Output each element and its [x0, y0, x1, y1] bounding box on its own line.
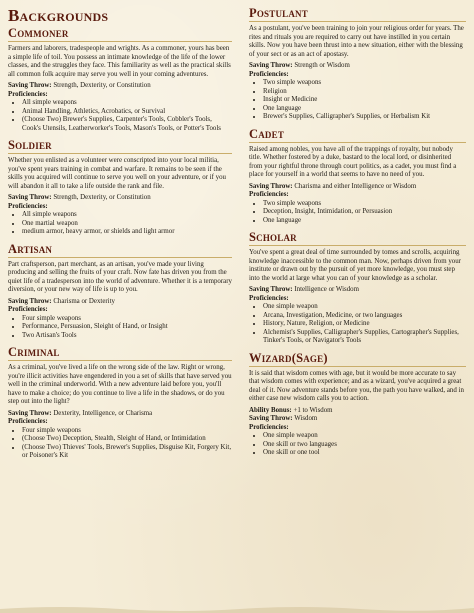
page-title: Backgrounds: [8, 6, 109, 25]
list-item: • One skill or one tool: [263, 449, 466, 458]
section-divider: [249, 142, 466, 143]
saving-throw: [249, 286, 466, 295]
section-title: Artisan: [8, 241, 53, 256]
section-divider: [8, 360, 232, 361]
proficiencies-heading: [8, 306, 232, 315]
saving-throw-label: Saving Throw:: [8, 194, 52, 201]
list-item: • Alchemist's Supplies, Calligrapher's Supplies, Cartographer's Supplies, Tinker's Tools, or Navigator's Tools: [263, 329, 466, 346]
section-description: You've spent a great deal of time surrounded by tomes and scrolls, acquiring knowledge inaccessible to the common man. Now, perhaps driven from your institute or drawn out by the pursuit of yet more knowledge, you must step into the world at large what you can of your knowledge as a scholar.: [249, 249, 461, 282]
proficiencies-heading: [249, 295, 466, 304]
ability-bonus-value: +1 to Wisdom: [293, 406, 333, 414]
list-item: • Two Artisan's Tools: [22, 332, 232, 341]
list-item: • One simple weapon: [263, 303, 466, 312]
list-item: • One language: [263, 217, 466, 226]
proficiencies-list: [8, 427, 232, 461]
saving-throw-label: Saving Throw:: [249, 182, 293, 190]
ability-bonus: [249, 407, 466, 416]
background-wizard-sage: [249, 351, 466, 458]
section-description: Part craftsperson, part merchant, as an artisan, you've made your living producing and selling the fruits of your craft. Now fate has driven you from the quiet life of a tradesperson into the world of adventure. Whether it is a temporary diversion, or your new way of life is up to you.: [8, 260, 232, 293]
saving-throw: [8, 194, 232, 203]
ability-bonus-label: Ability Bonus:: [249, 406, 292, 414]
list-item: • Two simple weapons: [263, 79, 466, 88]
section-description: Raised among nobles, you have all of the trappings of royalty, but nobody title. Whether fostered by a duke, bastard to the local lord, or disinherited from your rightful throne through court politics, as a cadet, you must find a place for yourself in a world that seems to have no need of you.: [249, 145, 457, 178]
background-postulant: [249, 6, 466, 122]
section-divider: [249, 21, 466, 22]
saving-throw-value: Charisma and either Intelligence or Wisdom: [294, 182, 417, 190]
section-description: It is said that wisdom comes with age, but it would be more accurate to say that wisdom comes with experience; and as a wizard, you've acquired a great deal of it. Now adventure stands before you, the path you have walked, and in either case new wisdom calls you to action.: [249, 369, 464, 402]
section-divider: [8, 257, 232, 258]
list-item: • Insight or Medicine: [263, 96, 466, 105]
list-item: • medium armor, heavy armor, or shields and light armor: [22, 228, 232, 237]
list-item: • History, Nature, Religion, or Medicine: [263, 320, 466, 329]
saving-throw: [249, 62, 466, 71]
section-description: Farmers and laborers, tradespeople and wrights. As a commoner, yours has been a simple life of toil. You possess an intimate knowledge of the life of the lower classes, and the struggles they face. This familiarity as well as the practical skills all common folk acquire may serve you well in your coming adventures.: [8, 45, 231, 78]
saving-throw-value: Intelligence or Wisdom: [294, 286, 359, 293]
list-item: • Two simple weapons: [263, 200, 466, 209]
background-criminal: [8, 345, 232, 461]
saving-throw: [249, 183, 466, 192]
section-title: Criminal: [8, 345, 60, 359]
saving-throw-label: Saving Throw:: [8, 82, 52, 89]
background-soldier: [8, 138, 232, 237]
section-divider: [249, 366, 466, 367]
list-item: • Arcana, Investigation, Medicine, or two languages: [263, 312, 466, 321]
section-title: Cadet: [249, 126, 285, 141]
list-item: • One language: [263, 105, 466, 114]
saving-throw: [8, 298, 232, 307]
proficiencies-heading: [8, 91, 232, 100]
page-footer-ornament: [0, 603, 474, 613]
list-item: • Brewer's Supplies, Calligrapher's Supplies, or Herbalism Kit: [263, 113, 466, 122]
saving-throw-label: Saving Throw:: [8, 297, 52, 305]
list-item: • All simple weapons: [22, 99, 232, 108]
section-description: Whether you enlisted as a volunteer were conscripted into your local militia, you've spent years training in combat and warfare. It remains to be seen if the skills you acquired will continue to serve you well on your adventure, or if you will abandon it all to take a life outside the rank and file.: [8, 157, 226, 190]
proficiencies-list: [249, 432, 466, 458]
section-description: As a postulant, you've been training to join your religious order for years. The rites and rituals you are required to carry out have instilled in you certain skills. Now you have been thrust into a new situation, either with the blessing of your sect or as an act of apostasy.: [249, 25, 464, 58]
section-divider: [8, 41, 232, 42]
list-item: • Four simple weapons: [22, 315, 232, 324]
saving-throw-label: Saving Throw:: [249, 415, 293, 422]
list-item: • (Choose Two) Thieves' Tools, Brewer's Supplies, Disguise Kit, Forgery Kit, or Poisoner's Kit: [22, 444, 232, 461]
list-item: • Four simple weapons: [22, 427, 232, 436]
list-item: • One skill or two languages: [263, 441, 466, 450]
proficiencies-list: [8, 315, 232, 341]
section-divider: [249, 245, 466, 246]
section-title: Soldier: [8, 138, 52, 152]
proficiencies-label: Proficiencies:: [8, 306, 48, 313]
background-cadet: [249, 127, 466, 226]
section-title: Commoner: [8, 26, 69, 40]
proficiencies-list: [249, 200, 466, 226]
proficiencies-heading: [249, 71, 466, 80]
proficiencies-label: Proficiencies:: [249, 70, 289, 78]
saving-throw-value: Strength, Dexterity, or Constitution: [53, 82, 151, 89]
proficiencies-label: Proficiencies:: [8, 90, 48, 98]
proficiencies-list: [8, 211, 232, 237]
background-commoner: [8, 26, 232, 133]
proficiencies-list: [249, 79, 466, 122]
list-item: • Deception, Insight, Intimidation, or Persuasion: [263, 208, 466, 217]
saving-throw: [8, 410, 232, 419]
saving-throw-label: Saving Throw:: [249, 62, 293, 69]
list-item: • One simple weapon: [263, 432, 466, 441]
proficiencies-heading: [8, 203, 232, 212]
proficiencies-heading: [249, 191, 466, 200]
background-artisan: [8, 242, 232, 341]
proficiencies-label: Proficiencies:: [249, 294, 289, 302]
background-scholar: [249, 230, 466, 346]
saving-throw: [8, 82, 232, 91]
section-divider: [8, 153, 232, 154]
list-item: • (Choose Two) Deception, Stealth, Sleight of Hand, or Intimidation: [22, 435, 232, 444]
proficiencies-list: [8, 99, 232, 133]
saving-throw-value: Wisdom: [294, 415, 318, 422]
list-item: • All simple weapons: [22, 211, 232, 220]
list-item: • Animal Handling, Athletics, Acrobatics, or Survival: [22, 108, 232, 117]
saving-throw-value: Charisma or Dexterity: [53, 297, 115, 305]
list-item: • Religion: [263, 88, 466, 97]
list-item: • (Choose Two) Brewer's Supplies, Carpenter's Tools, Cobbler's Tools, Cook's Utensils, Leatherworker's Tools, Mason's Tools, or Potter's Tools: [22, 116, 232, 133]
list-item: • Performance, Persuasion, Sleight of Hand, or Insight: [22, 323, 232, 332]
section-title: Scholar: [249, 230, 297, 244]
proficiencies-list: [249, 303, 466, 346]
list-item: • One martial weapon: [22, 220, 232, 229]
saving-throw-value: Strength or Wisdom: [294, 62, 350, 69]
section-description: As a criminal, you've lived a life on the wrong side of the law. Right or wrong, you're illicit activities have engendered in you a set of skills that have served you well in the criminal underworld. With a new adventure laid before you, you'll have to make a choice; do you continue to live a life in the shadows, or do you step out into the light?: [8, 364, 232, 405]
section-title: Postulant: [249, 6, 308, 20]
proficiencies-label: Proficiencies:: [8, 202, 48, 210]
saving-throw-value: Strength, Dexterity, or Constitution: [53, 194, 151, 201]
saving-throw-value: Dexterity, Intelligence, or Charisma: [53, 409, 153, 417]
saving-throw-label: Saving Throw:: [8, 409, 52, 417]
section-title: Wizard(Sage): [249, 350, 328, 365]
saving-throw: [249, 415, 466, 424]
saving-throw-label: Saving Throw:: [249, 286, 293, 293]
proficiencies-heading: [8, 418, 232, 427]
left-column: [8, 6, 232, 463]
right-column: [249, 6, 466, 460]
proficiencies-heading: [249, 424, 466, 433]
proficiencies-label: Proficiencies:: [249, 191, 289, 198]
proficiencies-label: Proficiencies:: [8, 418, 48, 425]
proficiencies-label: Proficiencies:: [249, 423, 289, 431]
